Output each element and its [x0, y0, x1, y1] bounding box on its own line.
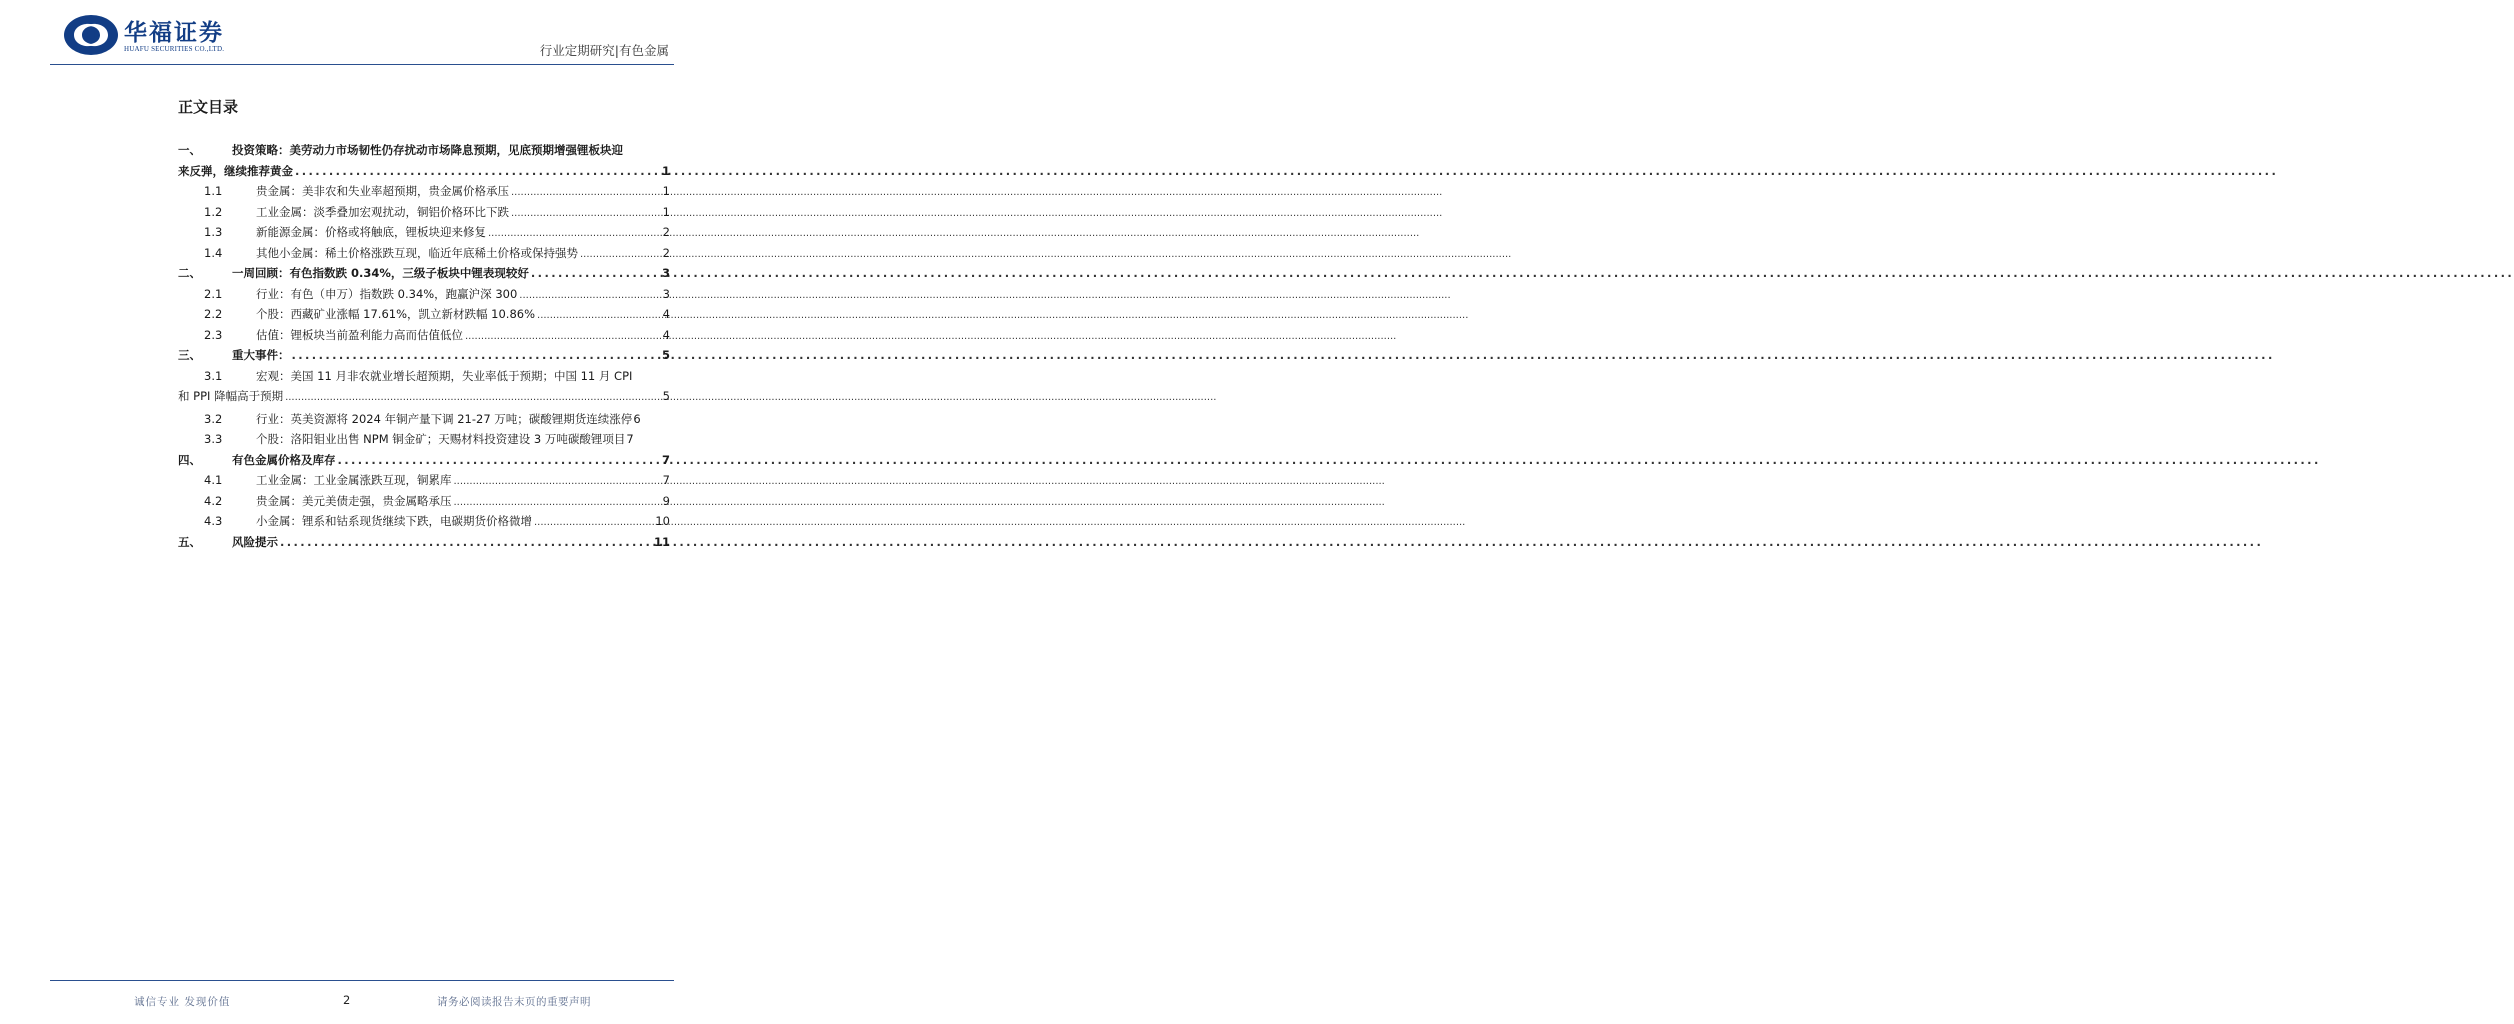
toc-section-5[interactable]: [178, 532, 670, 553]
toc-item-label: 行业：有色（申万）指数跌 0.34%，跑赢沪深 300: [256, 286, 518, 301]
toc-page-number: 9: [662, 493, 670, 508]
toc-item-number: 2.3: [204, 327, 223, 342]
toc-item-2-3[interactable]: [178, 325, 670, 346]
toc-section-2[interactable]: [178, 263, 670, 284]
toc-section-label: 一周回顾：有色指数跌 0.34%，三级子板块中锂表现较好: [232, 266, 529, 280]
toc-item-number: 2.2: [204, 307, 223, 321]
toc-section-1[interactable]: [178, 140, 670, 181]
toc-page-number: 4: [662, 327, 670, 342]
toc-page-number: 1: [661, 163, 670, 178]
toc-title: 正文目录: [178, 98, 239, 116]
toc-page-number: 11: [653, 534, 670, 549]
toc-leader-dots: [454, 493, 661, 514]
toc-item-3-1[interactable]: [178, 366, 670, 407]
toc-page-number: 7: [626, 432, 634, 446]
toc-section-number: 四、: [178, 452, 201, 467]
header-divider: [50, 64, 674, 65]
toc-page-number: 3: [661, 266, 670, 280]
toc-item-number: 1.3: [204, 225, 223, 239]
toc-item-number: 1.2: [204, 204, 223, 219]
toc-item-label: 估值：锂板块当前盈利能力高而估值低位: [256, 327, 463, 342]
toc-section-label: 投资策略：美劳动力市场韧性仍存扰动市场降息预期，见底预期增强锂板块迎: [232, 143, 623, 157]
toc-page-number: 1: [662, 204, 670, 219]
toc-item-2-1[interactable]: [178, 284, 670, 305]
logo-english-name: HUAFU SECURITIES CO.,LTD.: [124, 45, 225, 53]
toc-item-1-4[interactable]: [178, 243, 670, 264]
toc-leader-dots: [580, 245, 661, 266]
toc-item-label: 个股：洛阳钼业出售 NPM 铜金矿；天赐材料投资建设 3 万吨碳酸锂项目: [256, 432, 626, 446]
toc-item-number: 4.2: [204, 493, 223, 508]
toc-item-label-cont: 和 PPI 降幅高于预期: [178, 389, 284, 403]
toc-page-number: 10: [655, 514, 670, 528]
toc-item-label: 工业金属：工业金属涨跌互现，铜累库: [256, 473, 452, 487]
toc-item-3-3[interactable]: [178, 429, 670, 450]
toc-page-number: 7: [662, 473, 670, 487]
toc-item-number: 3.2: [204, 411, 223, 426]
toc-section-label: 有色金属价格及库存: [232, 452, 336, 467]
toc-item-label: 贵金属：美非农和失业率超预期，贵金属价格承压: [256, 184, 509, 198]
toc-item-4-1[interactable]: [178, 470, 670, 491]
toc-section-number: 三、: [178, 348, 201, 362]
toc-section-label-cont: 来反弹，继续推荐黄金: [178, 163, 293, 178]
toc-section-number: 五、: [178, 534, 201, 549]
toc-item-label: 工业金属：淡季叠加宏观扰动，铜铝价格环比下跌: [256, 204, 509, 219]
toc-section-label: 重大事件：: [232, 348, 290, 362]
toc-leader-dots: [338, 450, 660, 471]
toc-item-4-3[interactable]: [178, 511, 670, 532]
toc-leader-dots: [511, 183, 661, 204]
toc-section-label: 风险提示: [232, 534, 278, 549]
toc-page-number: 2: [662, 225, 670, 239]
toc-page-number: 5: [662, 389, 670, 403]
toc-item-number: 3.1: [204, 368, 223, 383]
toc-page-number: 1: [662, 184, 670, 198]
toc-page-number: 3: [662, 286, 670, 301]
toc-leader-dots: [537, 306, 661, 327]
table-of-contents: [178, 140, 670, 552]
toc-item-label: 新能源金属：价格或将触底，锂板块迎来修复: [256, 225, 486, 239]
toc-leader-dots: [454, 472, 661, 493]
toc-item-number: 3.3: [204, 432, 223, 446]
toc-item-number: 4.3: [204, 514, 223, 528]
toc-item-number: 1.1: [204, 184, 223, 198]
report-category: 行业定期研究|有色金属: [539, 43, 669, 58]
toc-item-label: 宏观：美国 11 月非农就业增长超预期，失业率低于预期；中国 11 月 CPI: [256, 368, 633, 383]
toc-section-number: 二、: [178, 266, 201, 280]
toc-item-label: 其他小金属：稀土价格涨跌互现，临近年底稀土价格或保持强势: [256, 245, 578, 260]
toc-item-1-1[interactable]: [178, 181, 670, 202]
footer-slogan: 诚信专业 发现价值: [134, 996, 231, 1008]
toc-item-2-2[interactable]: [178, 304, 670, 325]
toc-leader-dots: [285, 388, 661, 409]
toc-leader-dots: [519, 286, 660, 307]
footer-page-number: 2: [343, 993, 351, 1007]
toc-leader-dots: [465, 327, 661, 348]
huafu-logo-icon: [62, 13, 120, 57]
toc-section-4[interactable]: [178, 450, 670, 471]
toc-leader-dots: [295, 161, 660, 182]
toc-item-label: 小金属：锂系和钴系现货继续下跌，电碳期货价格微增: [256, 514, 532, 528]
logo-chinese-name: 华福证券: [124, 20, 224, 46]
toc-page-number: 6: [633, 411, 641, 426]
toc-page-number: 7: [661, 452, 670, 467]
toc-leader-dots: [534, 513, 653, 534]
toc-leader-dots: [488, 224, 661, 245]
toc-item-number: 1.4: [204, 245, 223, 260]
toc-item-label: 行业：英美资源将 2024 年铜产量下调 21-27 万吨；碳酸锂期货连续涨停: [256, 411, 633, 426]
page-header: [0, 0, 724, 70]
footer-divider: [50, 980, 674, 981]
toc-item-number: 2.1: [204, 286, 223, 301]
toc-leader-dots: [531, 263, 660, 284]
toc-item-label: 贵金属：美元美债走强，贵金属略承压: [256, 493, 452, 508]
toc-item-3-2[interactable]: [178, 409, 670, 430]
toc-item-1-2[interactable]: [178, 202, 670, 223]
toc-page-number: 5: [661, 348, 670, 362]
toc-item-4-2[interactable]: [178, 491, 670, 512]
toc-leader-dots: [292, 345, 660, 366]
toc-leader-dots: [511, 204, 661, 225]
toc-section-3[interactable]: [178, 345, 670, 366]
toc-item-number: 4.1: [204, 473, 223, 487]
toc-leader-dots: [280, 532, 652, 553]
toc-item-1-3[interactable]: [178, 222, 670, 243]
footer-disclaimer: 请务必阅读报告末页的重要声明: [437, 996, 591, 1008]
toc-section-number: 一、: [178, 143, 201, 157]
toc-item-label: 个股：西藏矿业涨幅 17.61%，凯立新材跌幅 10.86%: [256, 307, 536, 321]
toc-page-number: 4: [662, 307, 670, 321]
toc-page-number: 2: [662, 245, 670, 260]
